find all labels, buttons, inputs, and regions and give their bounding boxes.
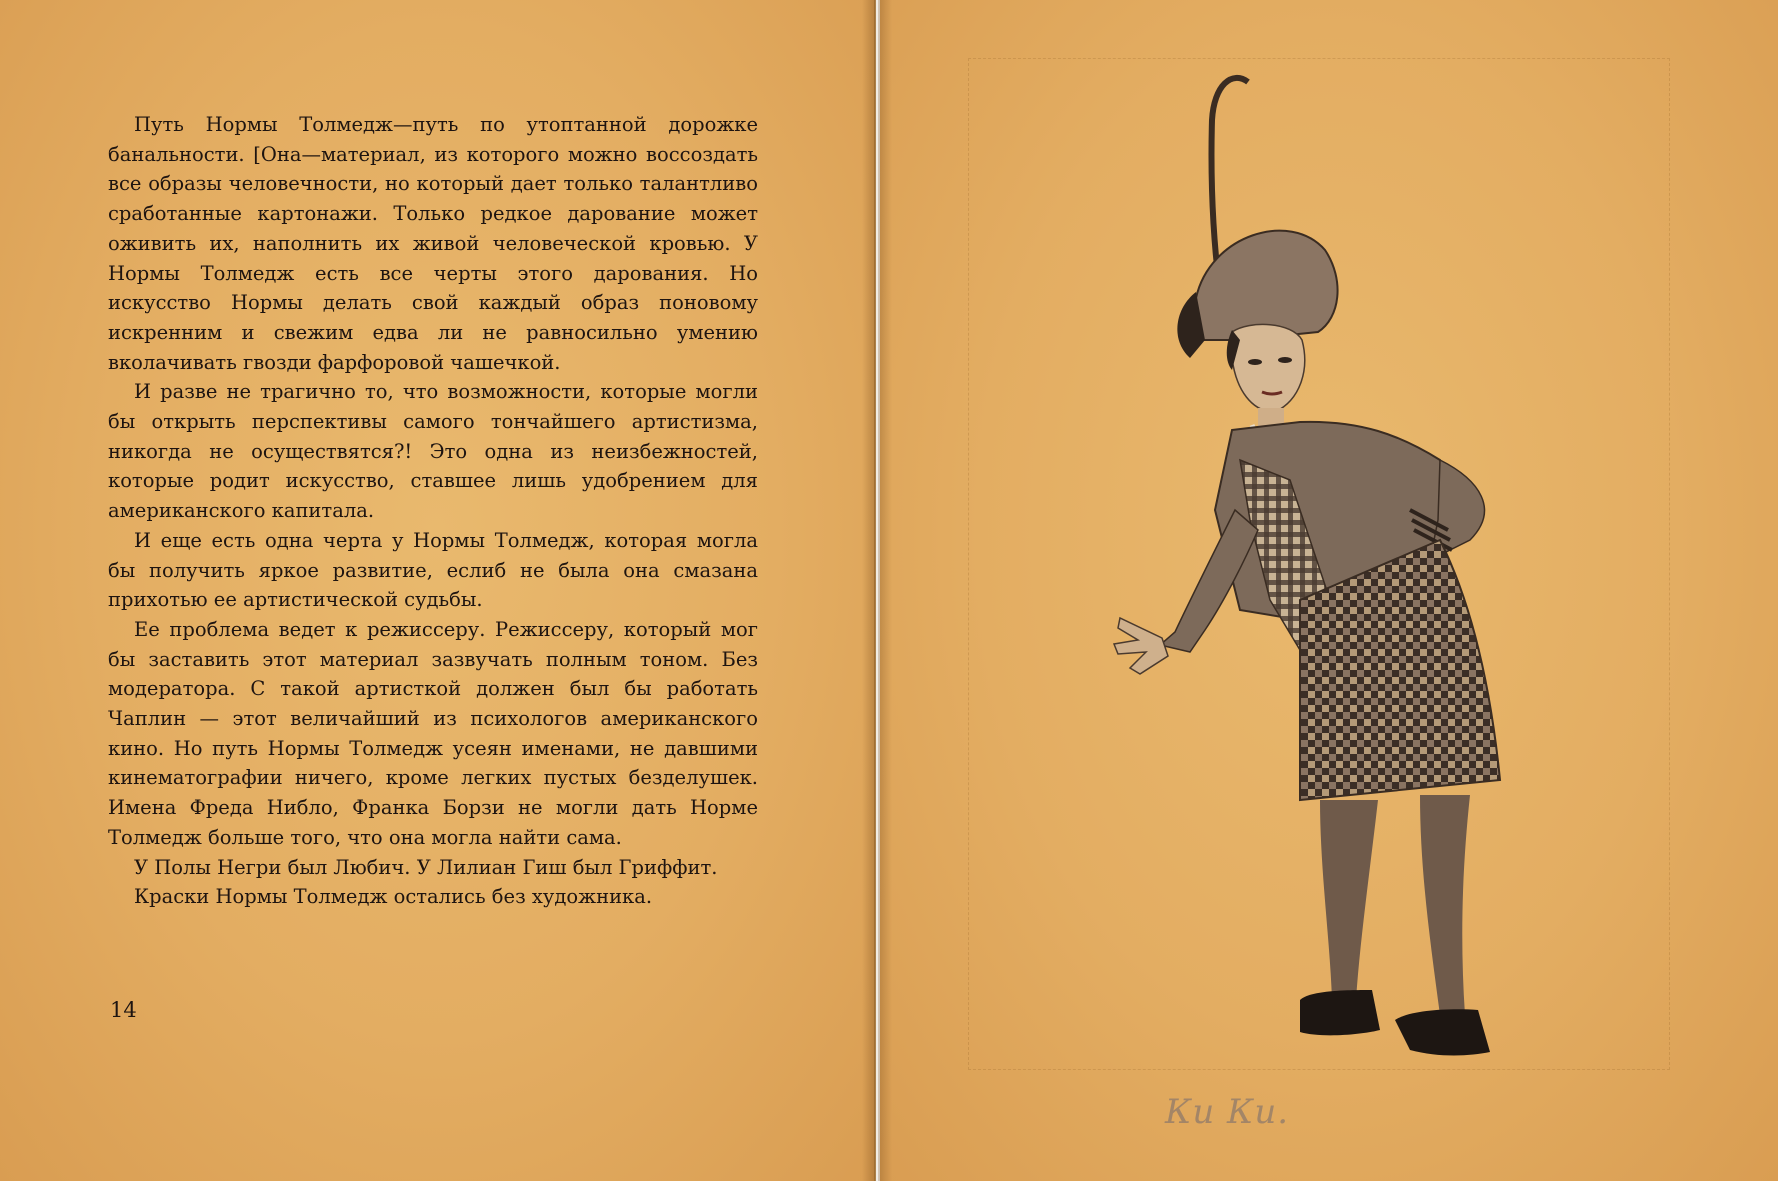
paragraph: Путь Нормы Толмедж—путь по утоптанной дорожке банальности. [Она—материал, из которого можно воссоздать все образы человечности, но который дает только талантливо сработанные картонажи. Только редкое дарование может оживить их, наполнить их живой человеческой кровью. У Нормы Толмедж есть все черты этого дарования. Но искусство Нормы делать свой каждый образ поновому искренним и свежим едва ли не равносильно умению вколачивать гвозди фарфоровой чашечкой. (108, 113, 758, 374)
page-number: 14 (110, 998, 137, 1022)
woman-figure-illustration (1000, 40, 1680, 1100)
article-text (108, 110, 758, 912)
paragraph: Ее проблема ведет к режиссеру. Режиссеру, который мог бы заставить этот материал зазвучать полным тоном. Без модератора. С такой артисткой должен был бы работать Чаплин — этот величайший из психологов американского кино. Но путь Нормы Толмедж усеян именами, не давшими кинематографии ничего, кроме легких пустых безделушек. Имена Фреда Нибло, Франка Борзи не могли дать Норме Толмедж больше того, что она могла найти сама. (108, 617, 758, 849)
right-page (880, 0, 1778, 1181)
paragraph: И разве не трагично то, что возможности, которые могли бы открыть перспективы самого тончайшего артистизма, никогда не осуществятся?! Это одна из неизбежностей, которые родит искусство, ставшее лишь удобрением для американского капитала. (108, 380, 758, 523)
book-gutter (862, 0, 892, 1181)
actress-photo (1000, 40, 1680, 1100)
paragraph: У Полы Негри был Любич. У Лилиан Гиш был Гриффит. (134, 855, 718, 879)
paragraph: И еще есть одна черта у Нормы Толмедж, которая могла бы получить яркое развитие, еслиб не была она смазана прихотью ее артистической судьбы. (108, 528, 758, 612)
left-page (0, 0, 876, 1181)
paragraph: Краски Нормы Толмедж остались без художника. (134, 885, 653, 909)
pencil-note: Ки Ки. (1165, 1092, 1290, 1132)
